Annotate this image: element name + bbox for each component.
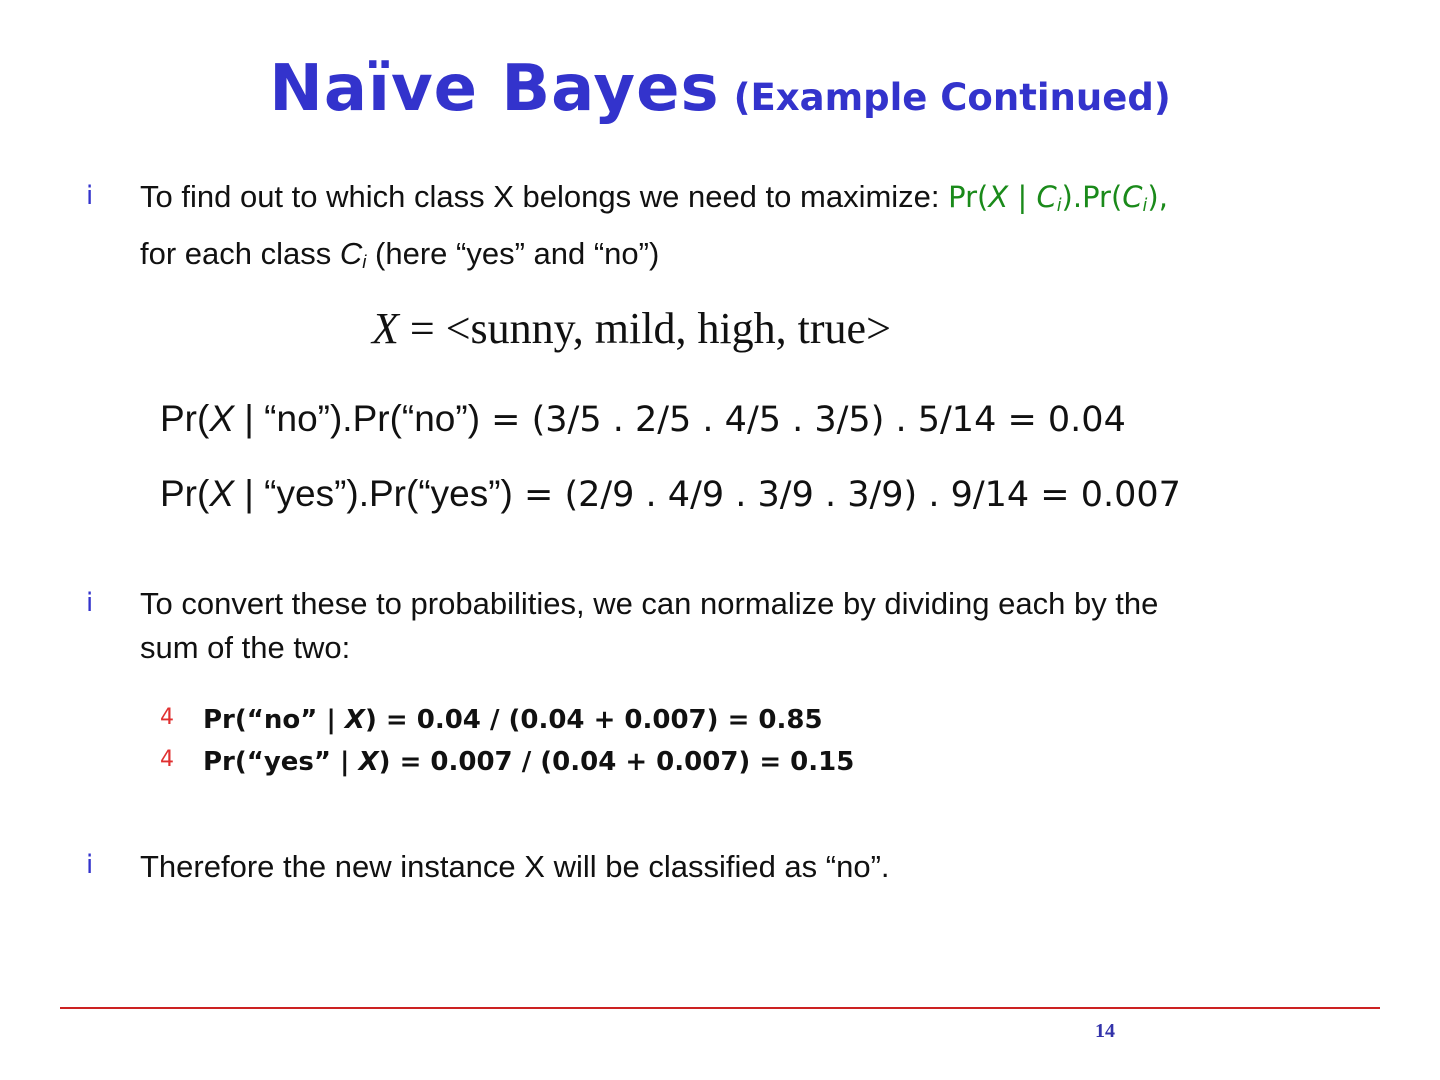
bullet-icon: i [86,181,94,211]
title-main: Naïve Bayes [269,52,720,126]
equation-yes: Pr(X | “yes”).Pr(“yes”) = (2/9 . 4/9 . 3/9 . 3/9) . 9/14 = 0.007 [160,473,1181,515]
normalized-yes: Pr(“yes” | X) = 0.007 / (0.04 + 0.007) = 0.15 [203,747,855,777]
sub-bullet-icon: 4 [160,705,174,730]
page-number: 14 [1095,1020,1115,1042]
sub-bullet-icon: 4 [160,747,174,772]
bullet-icon: i [86,588,94,618]
point-3: Therefore the new instance X will be classified as “no”. [140,849,890,884]
maximize-formula: Pr(X | $C_i).Pr(C_i)$, [948,180,1168,216]
point-2-line-2: sum of the two: [140,630,351,665]
point-2-line-1: To convert these to probabilities, we can normalize by dividing each by the [140,586,1159,621]
point-1-line-1: To find out to which class X belongs we need to maximize: Pr(X | $C_i).Pr(C_i)$, [140,179,1168,216]
equation-no: Pr(X | “no”).Pr(“no”) = (3/5 . 2/5 . 4/5 . 3/5) . 5/14 = 0.04 [160,398,1126,440]
normalized-no: Pr(“no” | X) = 0.04 / (0.04 + 0.007) = 0.85 [203,705,823,735]
point-1-line-2: for each class $C_i$ (here “yes” and “no”) [140,236,660,272]
footer-rule [60,1007,1380,1009]
slide-title [0,52,1440,126]
title-subtitle: (Example Continued) [733,76,1171,119]
instance-definition: X = <sunny, mild, high, true> [372,304,891,353]
point-2 [140,582,1400,670]
point-1 [140,173,1400,286]
bullet-icon: i [86,850,94,880]
